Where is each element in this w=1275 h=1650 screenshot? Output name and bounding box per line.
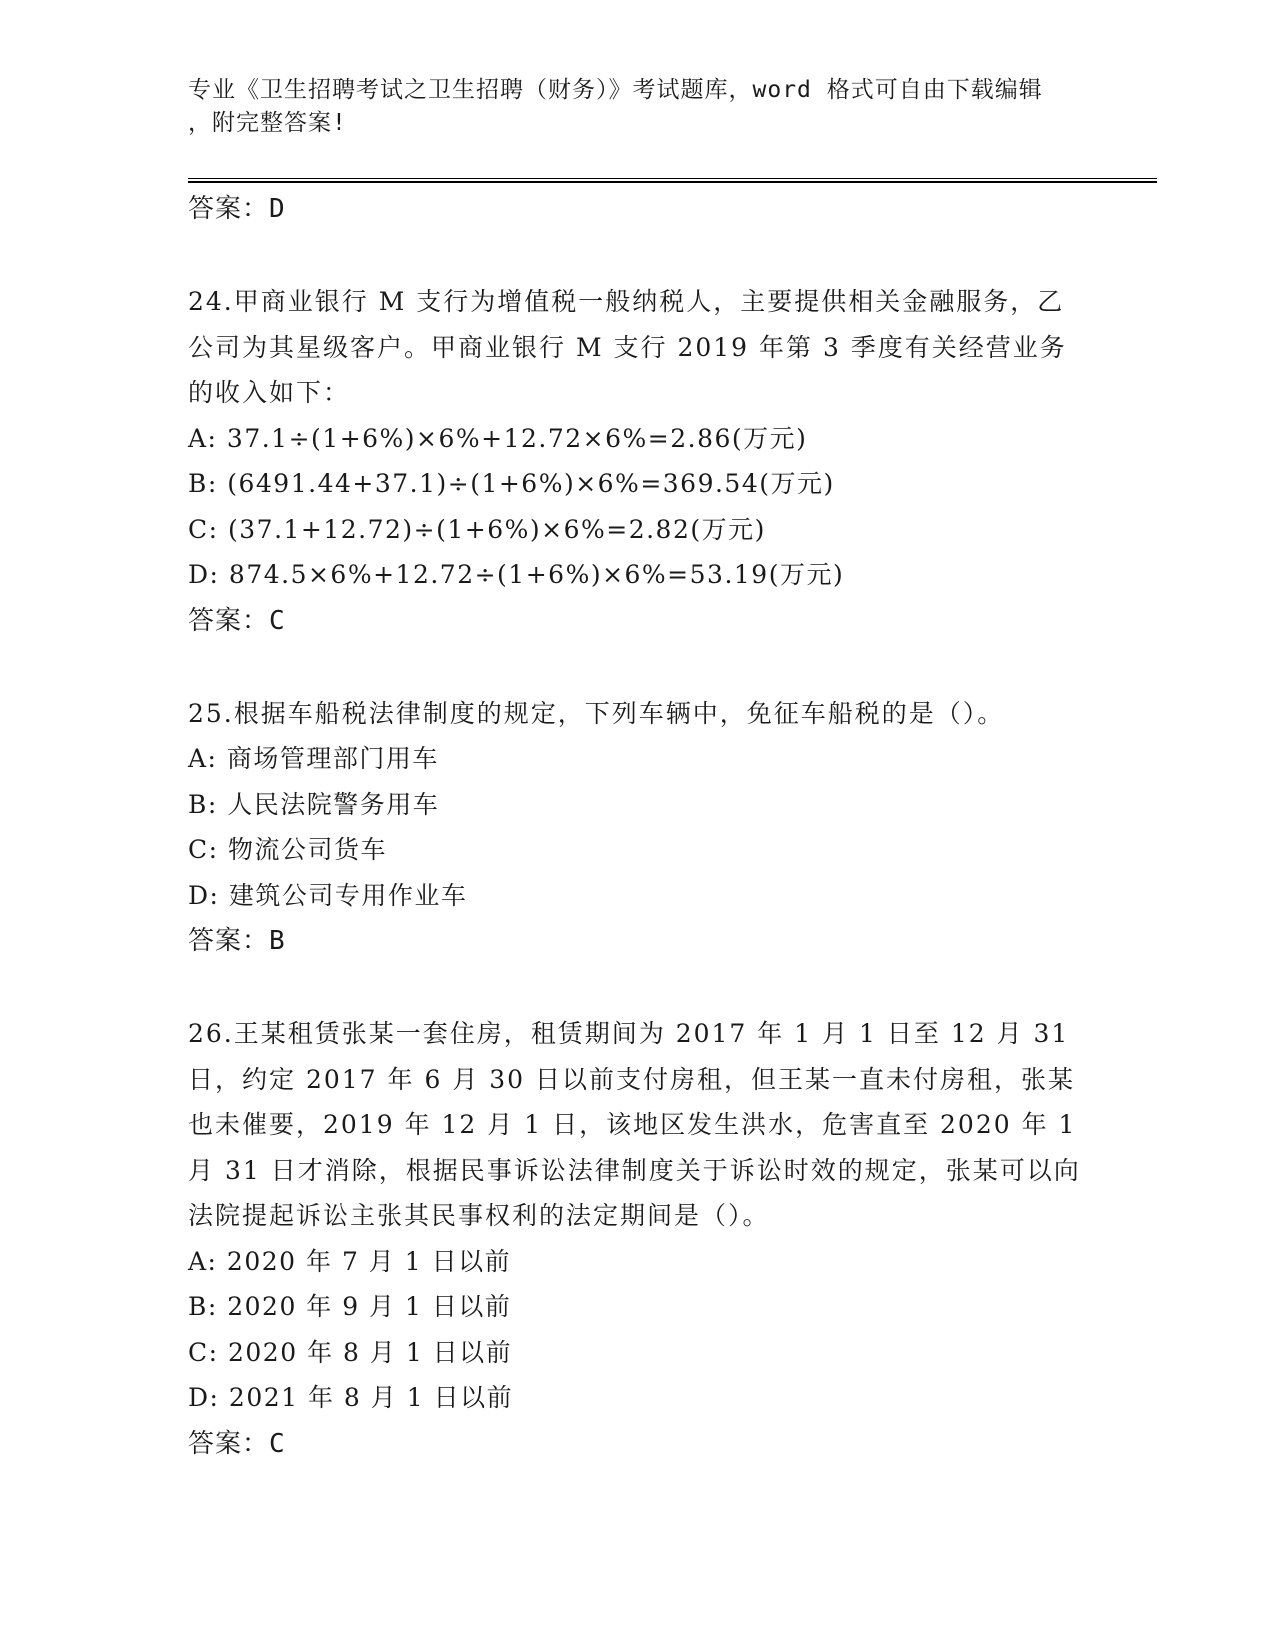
option-c: C: 2020 年 8 月 1 日以前 bbox=[188, 1337, 513, 1367]
option-d: D: 2021 年 8 月 1 日以前 bbox=[188, 1383, 514, 1412]
question-list bbox=[188, 186, 1088, 1467]
option-d: D: 建筑公司专用作业车 bbox=[188, 880, 468, 910]
option-d: D: 874.5×6%+12.72÷(1+6%)×6%=53.19(万元) bbox=[188, 560, 845, 589]
question-text: 25.根据车船税法律制度的规定，下列车辆中，免征车船税的是（）。 bbox=[188, 698, 1005, 728]
question-text: 24.甲商业银行 M 支行为增值税一般纳税人，主要提供相关金融服务，乙公司为其星级客户。甲商业银行 M 支行 2019 年第 3 季度有关经营业务的收入如下： bbox=[188, 287, 1067, 407]
option-b: B: (6491.44+37.1)÷(1+6%)×6%=369.54(万元) bbox=[188, 469, 835, 498]
question-text: 26.王某租赁张某一套住房，租赁期间为 2017 年 1 月 1 日至 12 月 31 日，约定 2017 年 6 月 30 日以前支付房租，但王某一直未付房租，张某也未催要，2019 年 12 月 1 日，该地区发生洪水，危害直至 2020 年 1 月 31 日才消除，根据民事诉讼法律制度关于诉讼时效的规定，张某可以向法院提起诉讼主张其民事权利的法定期间是（）。 bbox=[188, 1019, 1081, 1230]
header-line-2: ，附完整答案! bbox=[188, 110, 347, 136]
question-25 bbox=[188, 691, 1088, 965]
option-a: A: 商场管理部门用车 bbox=[188, 744, 439, 773]
answer: 答案：C bbox=[188, 605, 286, 636]
answer: 答案：B bbox=[188, 926, 286, 956]
header-divider bbox=[188, 178, 1157, 183]
option-a: A: 2020 年 7 月 1 日以前 bbox=[188, 1246, 512, 1276]
option-a: A: 37.1÷(1+6%)×6%+12.72×6%=2.86(万元) bbox=[188, 423, 808, 453]
question-24 bbox=[188, 279, 1088, 644]
option-c: C: (37.1+12.72)÷(1+6%)×6%=2.82(万元) bbox=[188, 514, 766, 544]
option-b: B: 人民法院警务用车 bbox=[188, 789, 440, 819]
question-26 bbox=[188, 1011, 1088, 1467]
previous-answer: 答案：D bbox=[188, 194, 286, 224]
header-line-1: 专业《卫生招聘考试之卫生招聘（财务）》考试题库，word 格式可自由下载编辑 bbox=[188, 77, 1043, 103]
answer: 答案：C bbox=[188, 1428, 286, 1459]
option-b: B: 2020 年 9 月 1 日以前 bbox=[188, 1292, 512, 1321]
option-c: C: 物流公司货车 bbox=[188, 835, 387, 864]
document-header bbox=[188, 74, 1088, 140]
